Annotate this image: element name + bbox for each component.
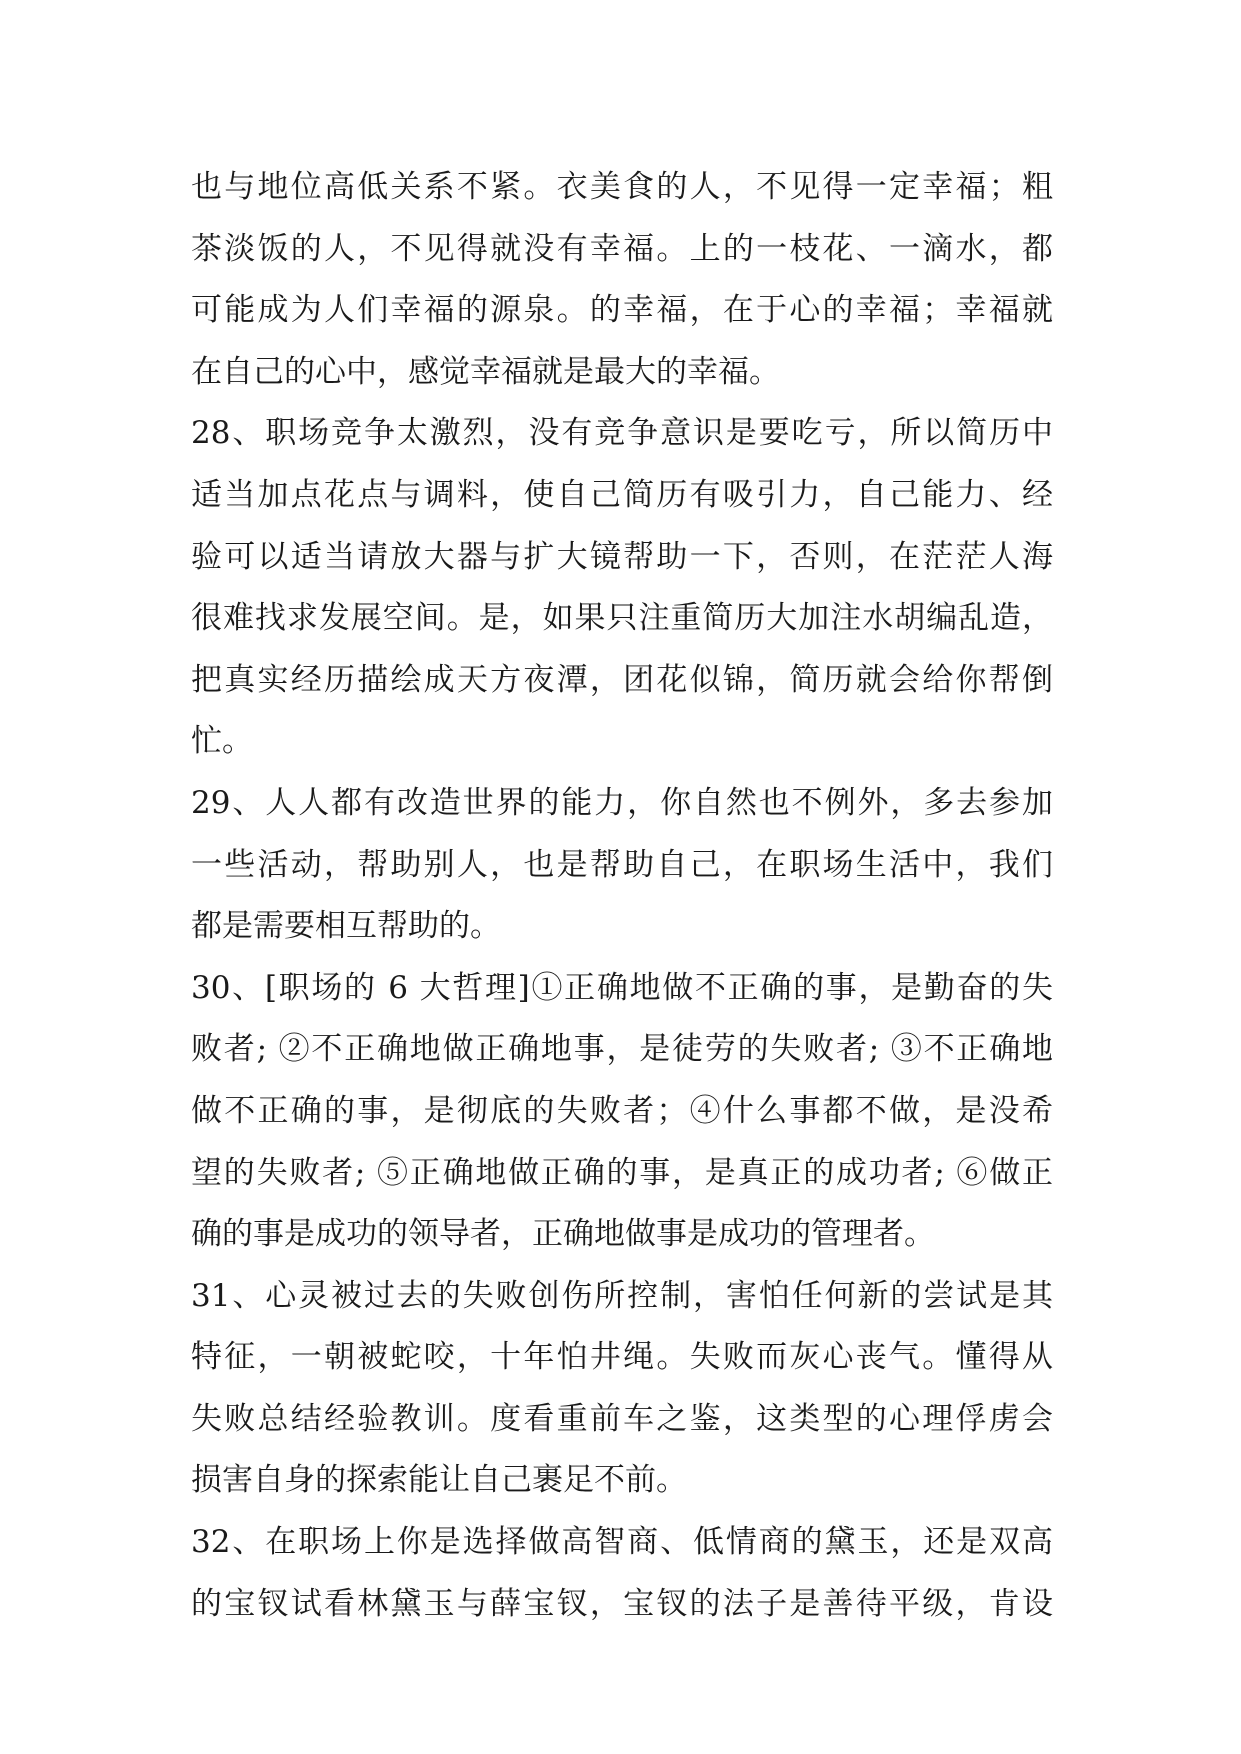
text-line: 确的事是成功的领导者，正确地做事是成功的管理者。 <box>191 1216 935 1253</box>
text-line: 一些活动，帮助别人，也是帮助自己，在职场生活中，我们 <box>191 846 1053 883</box>
text-line: 失败总结经验教训。度看重前车之鉴，这类型的心理俘虏会 <box>191 1400 1053 1437</box>
text-line: 把真实经历描绘成天方夜潭，团花似锦，简历就会给你帮倒 <box>191 661 1053 698</box>
text-line: 30、[职场的 6 大哲理]①正确地做不正确的事，是勤奋的失 <box>191 969 1053 1006</box>
text-line: 茶淡饭的人，不见得就没有幸福。上的一枝花、一滴水，都 <box>191 230 1053 267</box>
text-line: 特征，一朝被蛇咬，十年怕井绳。失败而灰心丧气。懂得从 <box>191 1339 1053 1376</box>
text-line: 也与地位高低关系不紧。衣美食的人，不见得一定幸福；粗 <box>191 169 1053 205</box>
text-line: 可能成为人们幸福的源泉。的幸福，在于心的幸福；幸福就 <box>191 292 1053 329</box>
text-line: 28、职场竞争太激烈，没有竞争意识是要吃亏，所以简历中 <box>191 415 1053 452</box>
text-line: 适当加点花点与调料，使自己简历有吸引力，自己能力、经 <box>191 476 1053 513</box>
text-line: 做不正确的事，是彻底的失败者；④什么事都不做，是没希 <box>191 1092 1053 1129</box>
text-line: 都是需要相互帮助的。 <box>191 908 501 945</box>
text-line: 29、人人都有改造世界的能力，你自然也不例外，多去参加 <box>191 784 1053 821</box>
text-line: 在自己的心中，感觉幸福就是最大的幸福。 <box>191 353 780 390</box>
text-line: 31、心灵被过去的失败创伤所控制，害怕任何新的尝试是其 <box>191 1277 1053 1314</box>
text-line: 败者; ②不正确地做正确地事，是徒劳的失败者; ③不正确地 <box>191 1031 1053 1068</box>
document-body <box>191 157 1053 1635</box>
text-line: 验可以适当请放大器与扩大镜帮助一下，否则，在茫茫人海 <box>191 538 1053 575</box>
text-line: 很难找求发展空间。是，如果只注重简历大加注水胡编乱造， <box>191 600 1053 637</box>
text-line: 望的失败者; ⑤正确地做正确的事，是真正的成功者; ⑥做正 <box>191 1154 1053 1191</box>
text-line: 忙。 <box>191 723 253 760</box>
text-line: 的宝钗试看林黛玉与薛宝钗，宝钗的法子是善待平级，肯设 <box>191 1585 1053 1622</box>
text-line: 损害自身的探索能让自己裹足不前。 <box>191 1462 687 1499</box>
text-line: 32、在职场上你是选择做高智商、低情商的黛玉，还是双高 <box>191 1524 1053 1561</box>
